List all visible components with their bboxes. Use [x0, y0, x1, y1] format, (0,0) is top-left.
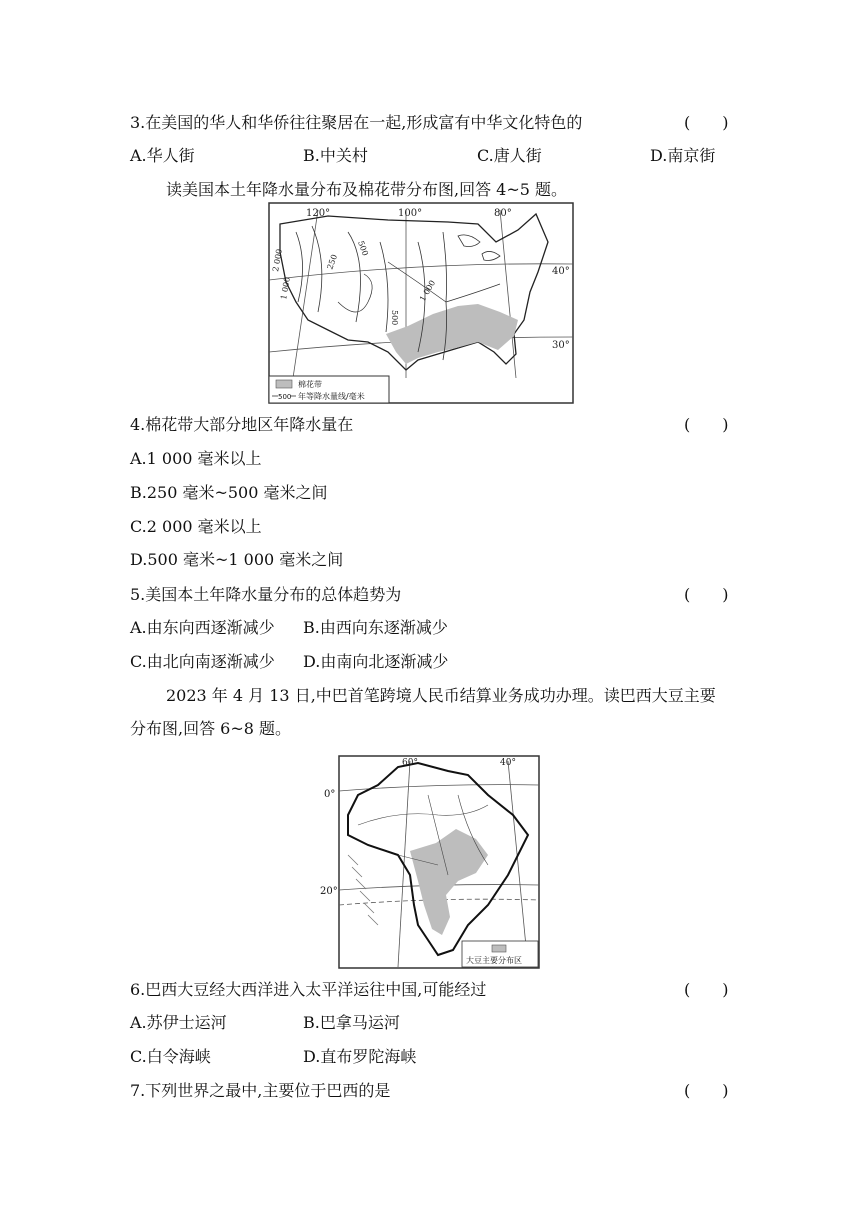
usa-lat-label-40: 40°	[552, 266, 570, 277]
usa-isohyet-label-1000b: 1 000	[417, 278, 438, 303]
usa-legend-cotton-belt: 棉花带	[298, 380, 322, 389]
q3-option-a: A.华人街	[130, 146, 195, 165]
q4-option-c: C.2 000 毫米以上	[130, 517, 262, 536]
q3-option-d: D.南京街	[650, 146, 716, 165]
q3-option-c: C.唐人街	[477, 146, 542, 165]
q6-option-c: C.白令海峡	[130, 1047, 211, 1066]
q5-stem: 5.美国本土年降水量分布的总体趋势为	[130, 585, 402, 604]
usa-lon-label-80: 80°	[494, 208, 512, 219]
brazil-legend-swatch	[492, 945, 506, 952]
q5-answer-paren: ( )	[684, 585, 729, 604]
brazil-lat-label-0-ext: 0°	[324, 789, 336, 800]
q6-option-b: B.巴拿马运河	[303, 1013, 400, 1032]
usa-precipitation-map	[268, 202, 574, 404]
usa-lon-label-100: 100°	[398, 208, 423, 219]
usa-lon-label-120: 120°	[306, 208, 331, 219]
q5-option-d: D.由南向北逐渐减少	[303, 652, 449, 671]
q6-stem: 6.巴西大豆经大西洋进入太平洋运往中国,可能经过	[130, 980, 487, 999]
q4-stem: 4.棉花带大部分地区年降水量在	[130, 415, 354, 434]
q6-answer-paren: ( )	[684, 980, 729, 999]
q4-option-a: A.1 000 毫米以上	[130, 449, 262, 468]
q7-stem: 7.下列世界之最中,主要位于巴西的是	[130, 1081, 391, 1100]
brazil-lon-label-40: 40°	[500, 758, 516, 768]
q4-answer-paren: ( )	[684, 415, 729, 434]
brazil-lon-label-60: 60°	[402, 758, 418, 768]
q3-answer-paren: ( )	[684, 113, 729, 132]
usa-isohyet-label-2000: 2 000	[271, 248, 284, 273]
q5-option-c: C.由北向南逐渐减少	[130, 652, 275, 671]
intro-6-8-line1: 2023 年 4 月 13 日,中巴首笔跨境人民币结算业务成功办理。读巴西大豆主要	[166, 686, 716, 705]
usa-legend-swatch	[276, 380, 292, 388]
brazil-legend-label: 大豆主要分布区	[466, 956, 522, 965]
usa-isohyet-label-500b: 500	[390, 310, 399, 326]
q5-option-a: A.由东向西逐渐减少	[130, 618, 275, 637]
usa-lat-label-30: 30°	[552, 340, 570, 351]
q6-option-d: D.直布罗陀海峡	[303, 1047, 417, 1066]
q3-stem: 3.在美国的华人和华侨往往聚居在一起,形成富有中华文化特色的	[130, 113, 583, 132]
intro-6-8-line2: 分布图,回答 6~8 题。	[130, 719, 292, 738]
usa-legend-isohyet-label: 年等降水量线/毫米	[298, 392, 365, 401]
usa-isohyet-label-500a: 500	[356, 239, 370, 258]
usa-legend-isohyet-value: 500	[278, 393, 292, 401]
q6-option-a: A.苏伊士运河	[130, 1013, 227, 1032]
q5-option-b: B.由西向东逐渐减少	[303, 618, 448, 637]
brazil-lat-label-20-ext: 20°	[320, 886, 338, 897]
q4-option-d: D.500 毫米~1 000 毫米之间	[130, 550, 344, 569]
q3-option-b: B.中关村	[303, 146, 368, 165]
usa-isohyet-label-1000a: 1 000	[279, 276, 292, 301]
intro-4-5: 读美国本土年降水量分布及棉花带分布图,回答 4~5 题。	[166, 180, 568, 199]
brazil-soybean-map	[338, 755, 540, 969]
q4-option-b: B.250 毫米~500 毫米之间	[130, 483, 328, 502]
q7-answer-paren: ( )	[684, 1081, 729, 1100]
usa-isohyet-label-250: 250	[325, 253, 340, 271]
